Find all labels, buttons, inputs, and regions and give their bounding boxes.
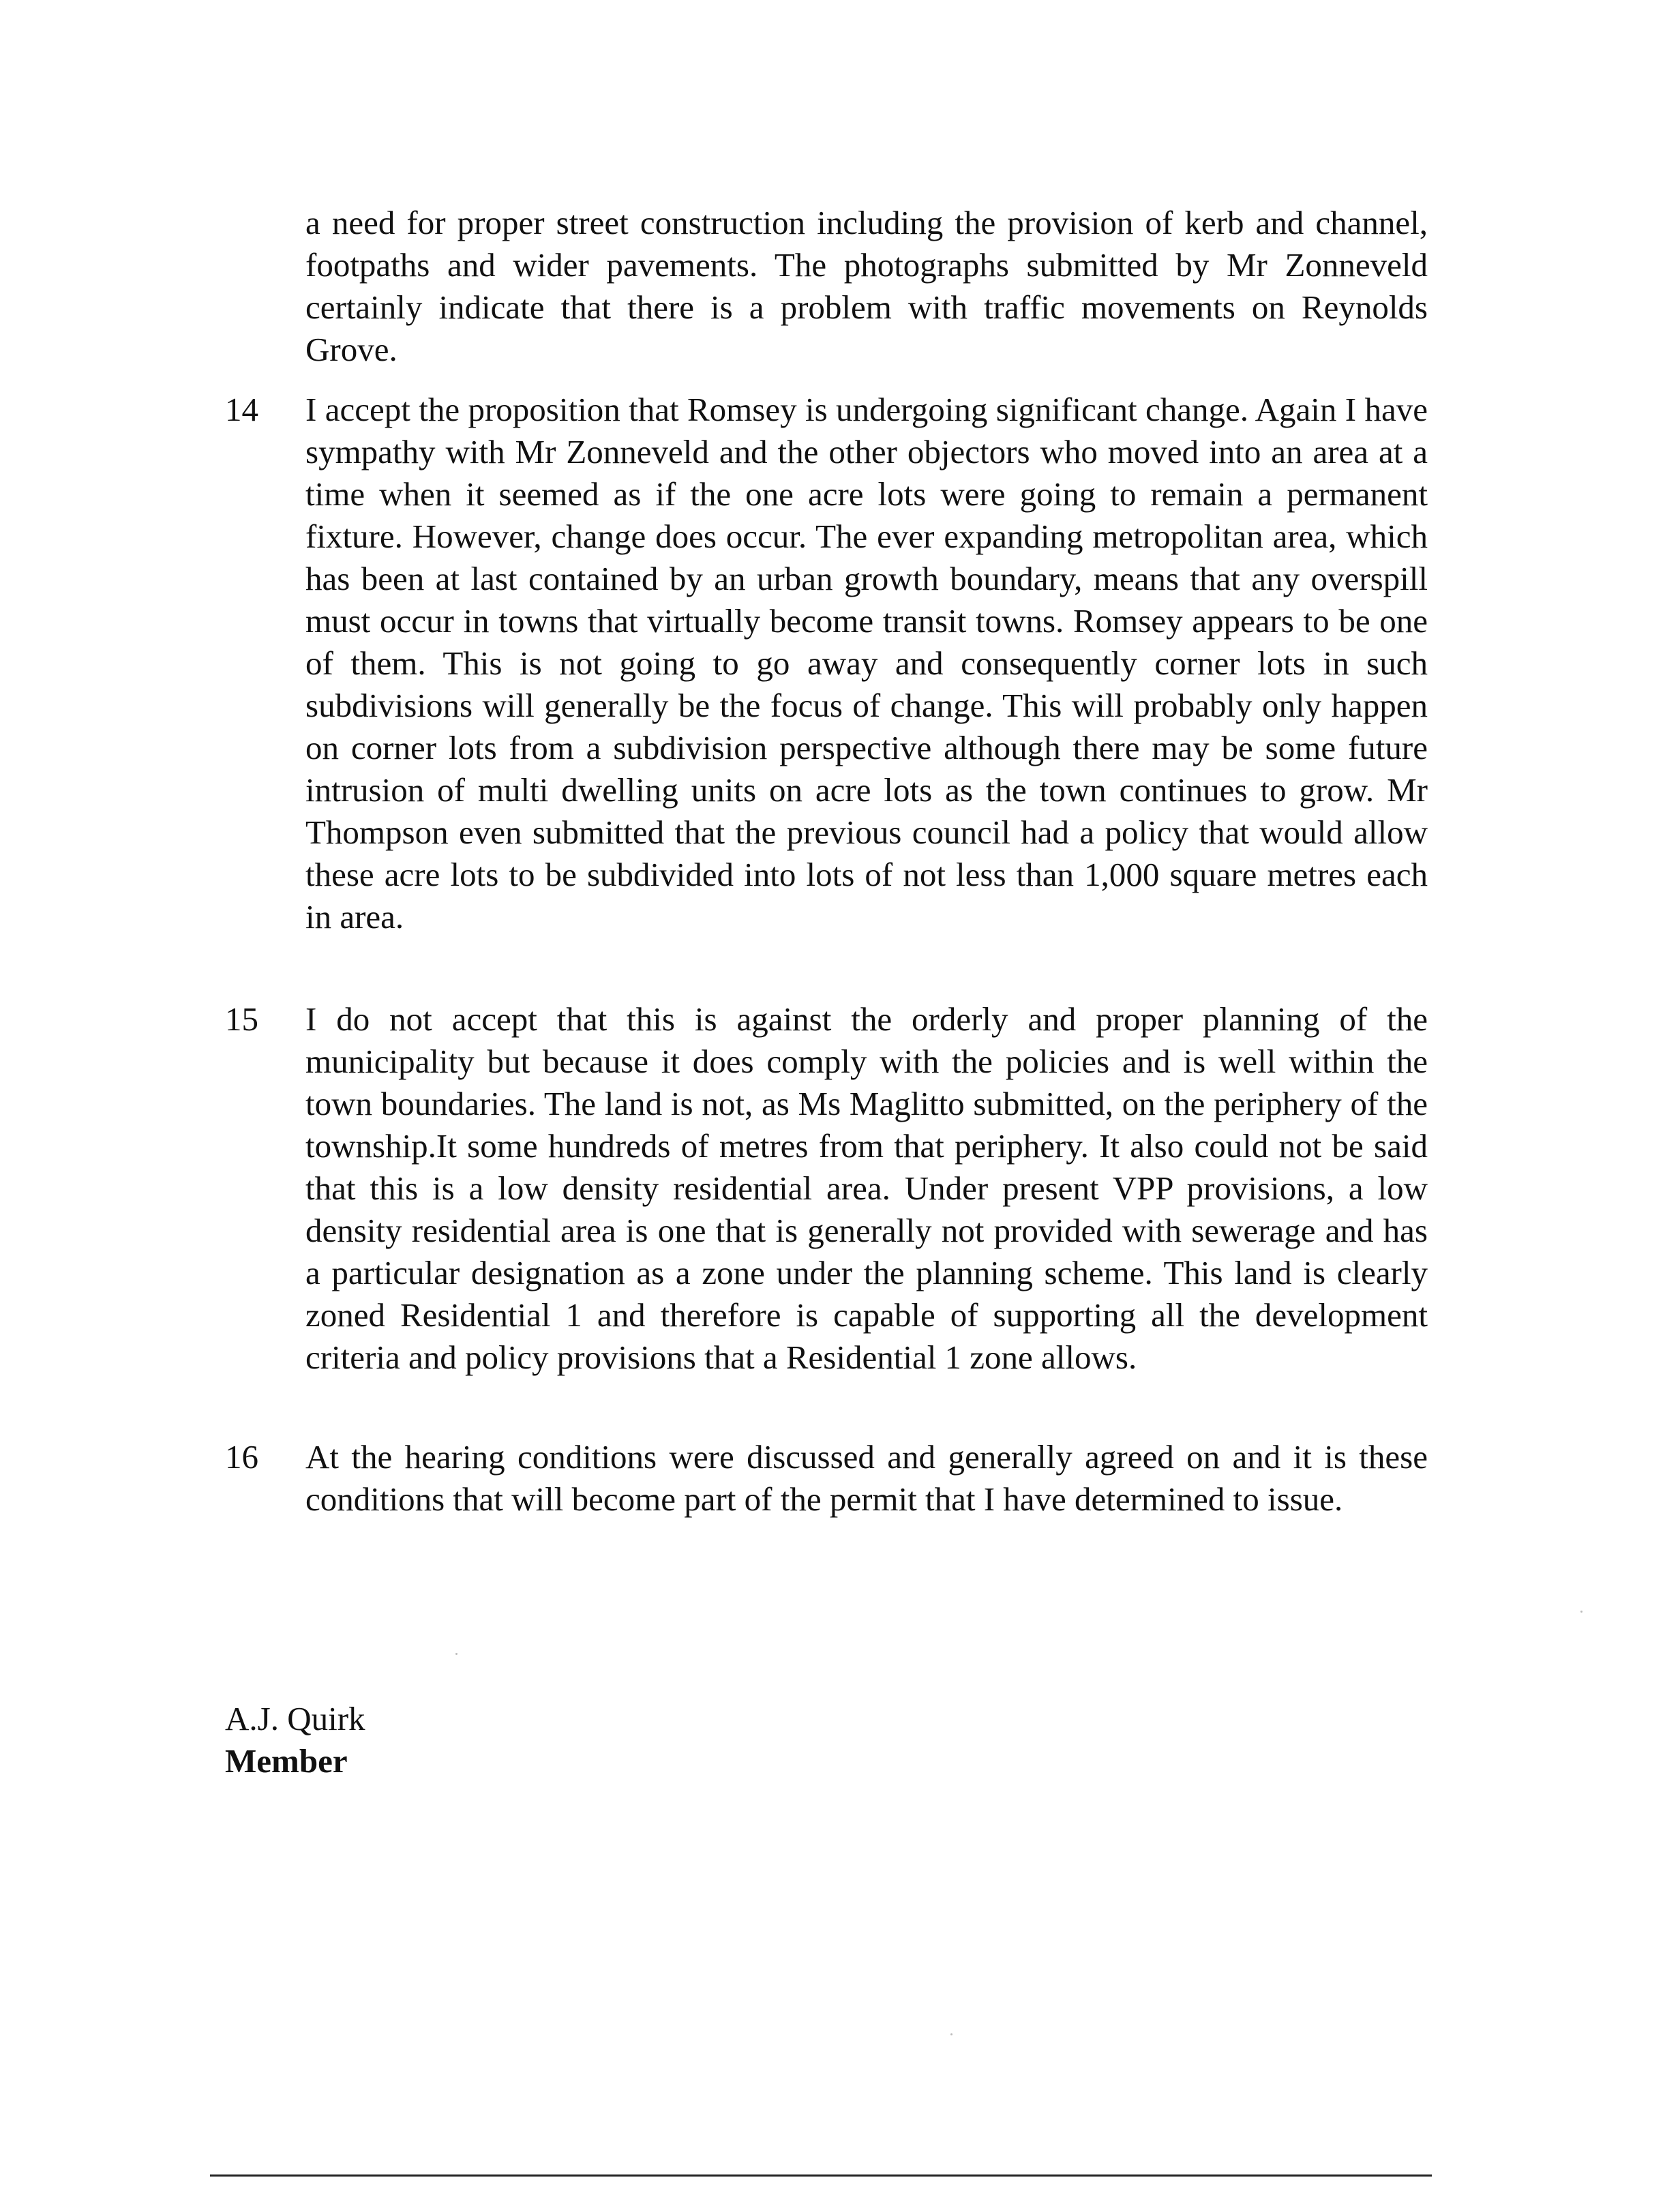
paragraph-16: At the hearing conditions were discussed and generally agreed on and it is these conditions that will become part of the permit that I have determined to issue. (305, 1438, 1428, 1518)
signature-name: A.J. Quirk (225, 1700, 365, 1737)
scan-speck (950, 2033, 952, 2035)
signature-title: Member (225, 1742, 348, 1780)
scan-speck (455, 1653, 457, 1655)
paragraph-number-14: 14 (225, 391, 258, 428)
paragraph-number-15: 15 (225, 1000, 258, 1038)
paragraph-14: I accept the proposition that Romsey is undergoing significant change. Again I have sympathy with Mr Zonneveld and the other objectors who moved into an area at a time when it seemed as if the one acre lots were going to remain a permanent fixture. However, change does occur. The ever expanding metropolitan area, which has been at last contained by an urban growth boundary, means that any overspill must occur in towns that virtually become transit towns. Romsey appears to be one of them. This is not going to go away and consequently corner lots in such subdivisions will generally be the focus of change. This will probably only happen on corner lots from a subdivision perspective although there may be some future intrusion of multi dwelling units on acre lots as the town continues to grow. Mr Thompson even submitted that the previous council had a policy that would allow these acre lots to be subdivided into lots of not less than 1,000 square metres each in area. (305, 391, 1428, 936)
paragraph-15: I do not accept that this is against the orderly and proper planning of the municipality but because it does comply with the policies and is well within the town boundaries. The land is not, as Ms Maglitto submitted, on the periphery of the township.It some hundreds of metres from that periphery. It also could not be said that this is a low density residential area. Under present VPP provisions, a low density residential area is one that is generally not provided with sewerage and has a particular designation as a zone under the planning scheme. This land is clearly zoned Residential 1 and therefore is capable of supporting all the development criteria and policy provisions that a Residential 1 zone allows. (305, 1000, 1428, 1376)
scan-speck (1580, 1611, 1582, 1613)
paragraph-number-16: 16 (225, 1438, 258, 1476)
paragraph-continuation: a need for proper street construction including the provision of kerb and channel, footpaths and wider pavements. The photographs submitted by Mr Zonneveld certainly indicate that there is a problem with traffic movements on Reynolds Grove. (305, 204, 1428, 368)
footer-rule (210, 2174, 1432, 2177)
